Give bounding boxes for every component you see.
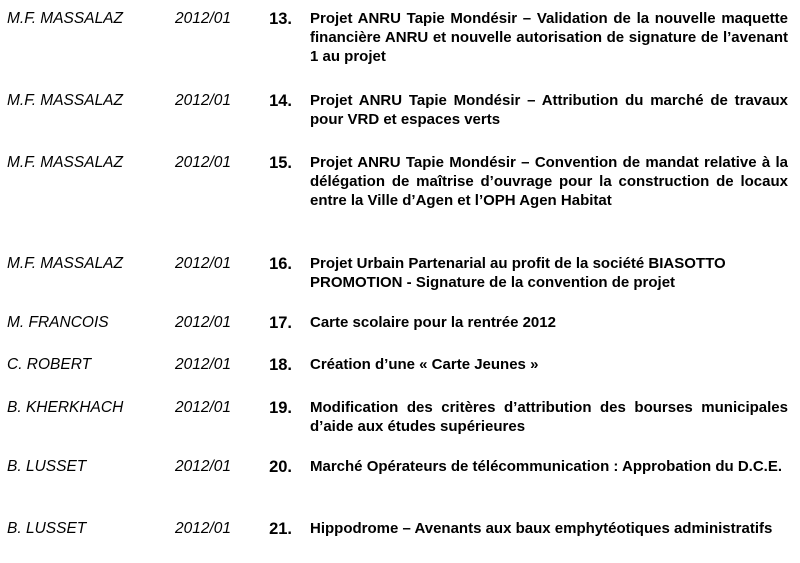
item-reference: 2012/01 <box>175 458 232 475</box>
item-reference: 2012/01 <box>175 92 232 109</box>
item-number: 19. <box>269 399 292 417</box>
item-title: Hippodrome – Avenants aux baux emphytéotiques administratifs <box>310 520 773 537</box>
item-speaker: M.F. MASSALAZ <box>7 154 123 171</box>
item-speaker: B. KHERKHACH <box>7 399 124 416</box>
item-number: 17. <box>269 314 292 332</box>
item-title: Projet ANRU Tapie Mondésir – Convention de mandat relative à la délégation de maîtrise d’ouvrage pour la construction de locaux entre la Ville d’Agen et l’OPH Agen Habitat <box>310 154 788 209</box>
item-title: Carte scolaire pour la rentrée 2012 <box>310 314 556 331</box>
item-speaker: B. LUSSET <box>7 458 87 475</box>
item-reference: 2012/01 <box>175 10 232 27</box>
item-title: Création d’une « Carte Jeunes » <box>310 356 539 373</box>
item-speaker: M.F. MASSALAZ <box>7 10 123 27</box>
item-number: 13. <box>269 10 292 28</box>
item-speaker: M.F. MASSALAZ <box>7 255 123 272</box>
item-title: Projet ANRU Tapie Mondésir – Validation de la nouvelle maquette financière ANRU et nouvelle autorisation de signature de l’avenant 1 au projet <box>310 10 788 65</box>
item-reference: 2012/01 <box>175 314 232 331</box>
item-title: Marché Opérateurs de télécommunication : Approbation du D.C.E. <box>310 458 783 475</box>
item-speaker: M.F. MASSALAZ <box>7 92 123 109</box>
item-speaker: M. FRANCOIS <box>7 314 109 331</box>
item-number: 15. <box>269 154 292 172</box>
item-number: 21. <box>269 520 292 538</box>
item-title: Projet Urbain Partenarial au profit de la société BIASOTTO PROMOTION - Signature de la convention de projet <box>310 255 726 291</box>
item-reference: 2012/01 <box>175 520 232 537</box>
item-number: 14. <box>269 92 292 110</box>
item-reference: 2012/01 <box>175 255 232 272</box>
item-number: 16. <box>269 255 292 273</box>
item-number: 20. <box>269 458 292 476</box>
item-title: Projet ANRU Tapie Mondésir – Attribution du marché de travaux pour VRD et espaces verts <box>310 92 788 128</box>
item-title: Modification des critères d’attribution des bourses municipales d’aide aux études supérieures <box>310 399 788 435</box>
item-speaker: C. ROBERT <box>7 356 92 373</box>
item-reference: 2012/01 <box>175 399 232 416</box>
item-number: 18. <box>269 356 292 374</box>
item-speaker: B. LUSSET <box>7 520 87 537</box>
item-reference: 2012/01 <box>175 356 232 373</box>
item-reference: 2012/01 <box>175 154 232 171</box>
